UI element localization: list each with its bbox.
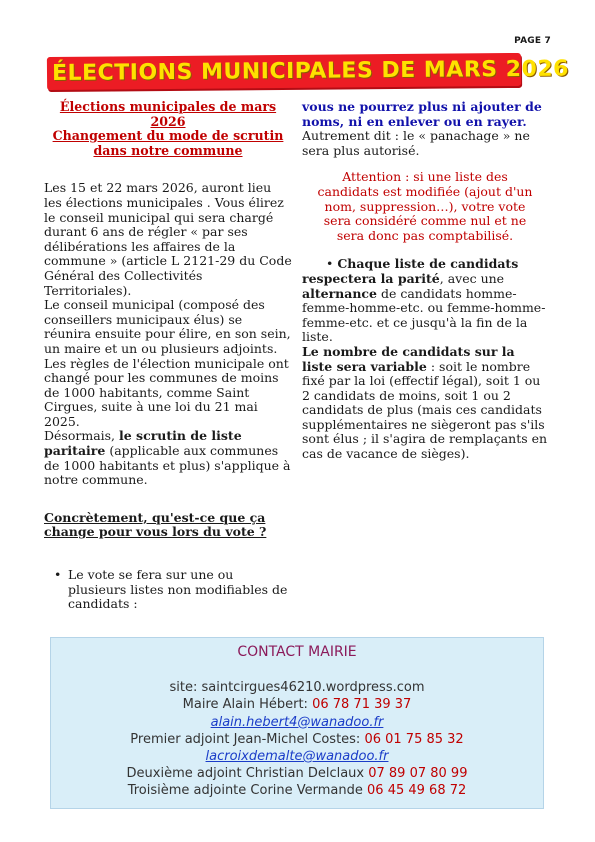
parite-text-2: de candidats homme-femme-homme-etc. ou femme-homme-femme-etc. et ce jusqu'à la fin de la liste. bbox=[302, 285, 546, 345]
maire-email-link[interactable]: alain.hebert4@wanadoo.fr bbox=[210, 714, 384, 730]
parite-heading: Chaque liste de candidats respectera la parité bbox=[302, 256, 519, 286]
paragraph-parite bbox=[302, 257, 548, 345]
bullet-item-vote bbox=[54, 567, 292, 612]
article-title bbox=[44, 100, 292, 158]
bullet-icon: • bbox=[54, 567, 62, 583]
contact-maire bbox=[51, 696, 543, 713]
left-column bbox=[44, 100, 292, 612]
bullet-icon: • bbox=[326, 256, 338, 272]
contact-site[interactable]: site: saintcirgues46210.wordpress.com bbox=[169, 680, 425, 696]
contact-adjoint-1-email bbox=[51, 748, 543, 765]
paragraph-regles: Les règles de l'élection municipale ont changé pour les communes de moins de 1000 habitants, comme Saint Cirgues, suite à une loi du 21 mai 2025. bbox=[44, 355, 289, 429]
adjoint-1-phone[interactable]: 06 01 75 85 32 bbox=[364, 731, 464, 747]
contact-maire-email bbox=[51, 714, 543, 731]
page-number: PAGE 7 bbox=[514, 36, 551, 46]
contact-title: CONTACT MAIRIE bbox=[237, 644, 357, 660]
desormais-text: Désormais, bbox=[44, 428, 119, 444]
right-column bbox=[302, 100, 548, 462]
adjoint-1-email-link[interactable]: lacroixdemalte@wanadoo.fr bbox=[205, 749, 389, 765]
nombre-candidats-heading: Le nombre de candidats sur la liste sera variable bbox=[302, 343, 515, 374]
adjoint-3-phone[interactable]: 06 45 49 68 72 bbox=[367, 783, 467, 799]
parite-text-1: , avec une bbox=[439, 270, 505, 286]
nombre-candidats-text: : soit le nombre fixé par la loi (effectif légal), soit 1 ou 2 candidats de moins, soit 1 ou 2 candidats de plus (mais ces candidats supplémentaires ne siègeront pas s'ils sont élus ; il s'agira de remplaçants en cas de vacance de sièges). bbox=[302, 358, 548, 462]
contact-adjoint-2 bbox=[51, 765, 543, 782]
desormais-rest: (applicable aux communes de 1000 habitants et plus) s'applique à notre commune. bbox=[44, 443, 291, 488]
adjoint-2-phone[interactable]: 07 89 07 80 99 bbox=[368, 766, 468, 782]
alternance-word: alternance bbox=[302, 285, 377, 301]
attention-note: Attention : si une liste des candidats est modifiée (ajout d'un nom, suppression…), votre vote sera considéré comme nul et ne sera donc pas comptabilisé. bbox=[317, 169, 533, 243]
adjoint-2-label: Deuxième adjoint Christian Delclaux bbox=[126, 766, 369, 782]
paragraph-conseil: Le conseil municipal (composé des conseillers municipaux élus) se réunira ensuite pour élire, en son sein, un maire et un ou plusieurs adjoints. bbox=[44, 297, 291, 356]
maire-label: Maire Alain Hébert: bbox=[182, 697, 313, 713]
paragraph-dates: Les 15 et 22 mars 2026, auront lieu les élections municipales . Vous élirez le conseil municipal qui sera chargé durant 6 ans de régler « par ses délibérations les affaires de la commune » (article L 2121-29 du Code Général des Collectivités Territoriales). bbox=[44, 180, 292, 298]
bullet-vote-emphasis: vous ne pourrez plus ni ajouter de noms, ni en enlever ou en rayer. bbox=[302, 99, 542, 129]
article-title-line-3: dans notre commune bbox=[93, 142, 243, 158]
question-heading: Concrètement, qu'est-ce que ça change pour vous lors du vote ? bbox=[44, 509, 267, 540]
bullet-vote-panachage: Autrement dit : le « panachage » ne sera plus autorisé. bbox=[302, 128, 530, 158]
paragraph-nombre-candidats bbox=[302, 345, 548, 462]
bullet-vote-text: Le vote se fera sur une ou plusieurs listes non modifiables de candidats : bbox=[68, 567, 288, 612]
adjoint-3-label: Troisième adjointe Corine Vermande bbox=[127, 783, 368, 799]
contact-adjoint-3 bbox=[51, 782, 543, 799]
contact-adjoint-1 bbox=[51, 731, 543, 748]
bullet-vote-continued bbox=[302, 100, 548, 158]
article-title-line-1: Élections municipales de mars 2026 bbox=[59, 99, 277, 129]
article-title-line-2: Changement du mode de scrutin bbox=[52, 128, 284, 144]
maire-phone[interactable]: 06 78 71 39 37 bbox=[312, 697, 412, 713]
contact-box bbox=[50, 637, 544, 809]
scrutin-liste-paritaire: le scrutin de liste paritaire bbox=[44, 428, 242, 459]
title-banner: ÉLECTIONS MUNICIPALES DE MARS 2026 bbox=[51, 56, 570, 87]
paragraph-desormais bbox=[44, 429, 292, 487]
adjoint-1-label: Premier adjoint Jean-Michel Costes: bbox=[130, 731, 365, 747]
